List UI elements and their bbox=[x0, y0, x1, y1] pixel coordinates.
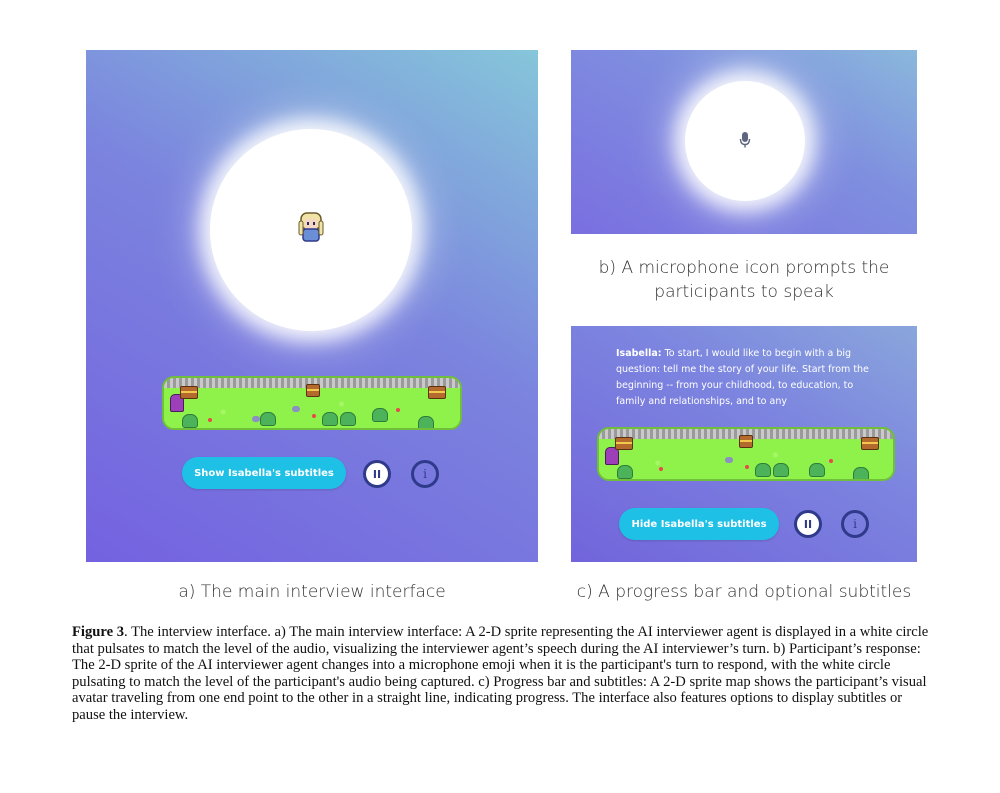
progress-subtitles-panel bbox=[571, 326, 917, 562]
bush-icon bbox=[853, 467, 869, 481]
interviewer-sprite-icon bbox=[296, 211, 326, 245]
rock-icon bbox=[725, 457, 733, 463]
midpoint-chest-icon bbox=[306, 384, 320, 397]
figure-caption-text: . The interview interface. a) The main interview interface: A 2-D sprite representing the AI interviewer agent is displayed in a white circle that pulsates to match the level of the audio, visualizing the interviewer agent’s speech during the AI interviewer’s turn. b) Participant’s response: The 2-D sprite of the AI interviewer agent changes into a microphone emoji when it is the participant's turn to respond, with the white circle pulsating to match the level of the participant's audio being captured. c) Progress bar and subtitles: A 2-D sprite map shows the participant’s visual avatar traveling from one end point to the other in a straight line, indicating progress. The interface also features options to display subtitles or pause the interview. bbox=[72, 624, 929, 723]
subtitle-speaker: Isabella: bbox=[616, 348, 662, 359]
flower-icon bbox=[745, 465, 749, 469]
subtitle-box bbox=[616, 346, 876, 410]
midpoint-chest-icon bbox=[739, 435, 753, 448]
info-button[interactable]: i bbox=[841, 510, 869, 538]
interviewer-audio-circle bbox=[210, 129, 412, 331]
bush-icon bbox=[182, 414, 198, 428]
bush-icon bbox=[260, 412, 276, 426]
hide-subtitles-button[interactable]: Hide Isabella's subtitles bbox=[619, 508, 779, 540]
bush-icon bbox=[322, 412, 338, 426]
flower-icon bbox=[829, 459, 833, 463]
panel-c-caption: c) A progress bar and optional subtitles bbox=[576, 582, 912, 602]
info-button[interactable]: i bbox=[411, 460, 439, 488]
progress-sprite-map bbox=[597, 427, 895, 481]
flower-icon bbox=[659, 467, 663, 471]
pause-button[interactable]: II bbox=[794, 510, 822, 538]
bush-icon bbox=[773, 463, 789, 477]
start-chest-icon bbox=[180, 386, 198, 399]
panel-b-caption-line1: b) A microphone icon prompts the bbox=[598, 258, 890, 278]
panel-b-caption bbox=[571, 256, 917, 304]
subtitle-content: To start, I would like to begin with a big question: tell me the story of your life. Start from the beginning -- from your childhood, to education, to family and relationships, and to any bbox=[616, 348, 869, 407]
rock-icon bbox=[252, 416, 260, 422]
bush-icon bbox=[340, 412, 356, 426]
bush-icon bbox=[372, 408, 388, 422]
participant-response-panel bbox=[571, 50, 917, 234]
participant-audio-circle bbox=[685, 81, 805, 201]
figure-label: Figure 3 bbox=[72, 624, 125, 640]
bush-icon bbox=[809, 463, 825, 477]
main-interview-panel bbox=[86, 50, 538, 562]
bush-icon bbox=[418, 416, 434, 430]
rock-icon bbox=[292, 406, 300, 412]
flower-icon bbox=[208, 418, 212, 422]
progress-sprite-map bbox=[162, 376, 462, 430]
pause-button[interactable]: II bbox=[363, 460, 391, 488]
end-chest-icon bbox=[861, 437, 879, 450]
panel-a-caption: a) The main interview interface bbox=[178, 582, 446, 602]
microphone-icon bbox=[739, 131, 751, 149]
end-chest-icon bbox=[428, 386, 446, 399]
bush-icon bbox=[755, 463, 771, 477]
show-subtitles-button[interactable]: Show Isabella's subtitles bbox=[182, 457, 346, 489]
flower-icon bbox=[312, 414, 316, 418]
figure-caption bbox=[72, 624, 932, 724]
start-chest-icon bbox=[615, 437, 633, 450]
bush-icon bbox=[617, 465, 633, 479]
panel-b-caption-line2: participants to speak bbox=[654, 282, 834, 302]
flower-icon bbox=[396, 408, 400, 412]
